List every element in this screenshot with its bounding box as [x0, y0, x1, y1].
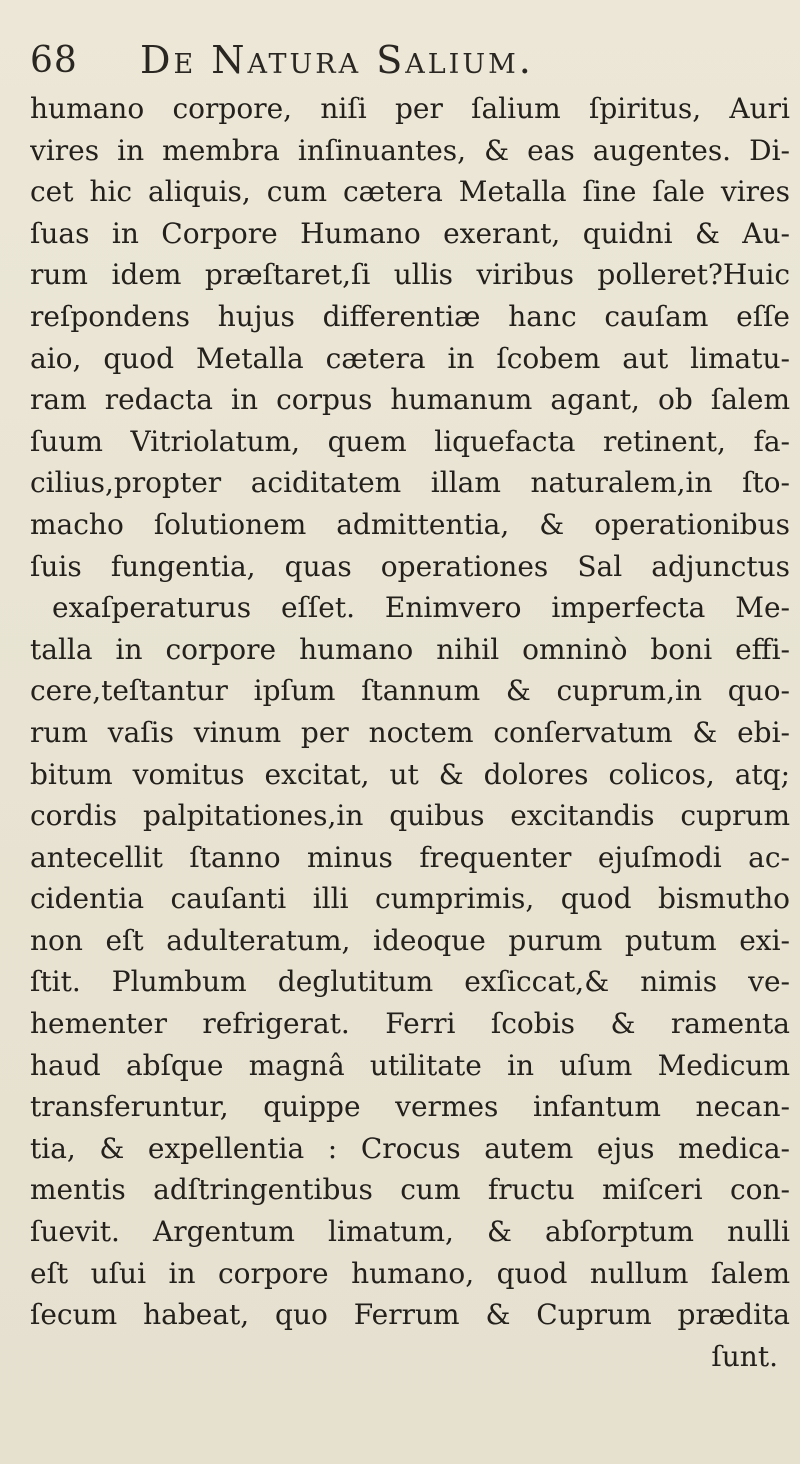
page-header [30, 38, 790, 84]
text-line: mentis adſtringentibus cum fructu miſceri con- [30, 1173, 790, 1207]
text-line: rum vaſis vinum per noctem conſervatum & ebi- [30, 715, 790, 749]
text-line: cidentia cauſanti illi cumprimis, quod bismutho [30, 882, 790, 916]
text-line: ſuas in Corpore Humano exerant, quidni & Au- [30, 216, 790, 250]
text-line: hementer refrigerat. Ferri ſcobis & ramenta [30, 1007, 790, 1041]
text-line: ram redacta in corpus humanum agant, ob ſalem [30, 383, 790, 417]
text-line: transferuntur, quippe vermes infantum necan- [30, 1090, 790, 1124]
text-line: cere,teſtantur ipſum ſtannum & cuprum,in quo- [30, 674, 790, 708]
text-line: rum idem præſtaret,ſi ullis viribus polleret?Huic [30, 258, 790, 292]
text-line: talla in corpore humano nihil omninò boni effi- [30, 632, 790, 666]
text-line: ſuis fungentia, quas operationes Sal adjunctus [30, 549, 790, 583]
text-line: ſuum Vitriolatum, quem liquefacta retinent, fa- [30, 424, 790, 458]
text-line-final: ſunt. [711, 1339, 778, 1373]
text-line: cordis palpitationes,in quibus excitandis cuprum [30, 799, 790, 833]
text-line: macho ſolutionem admittentia, & operationibus [30, 507, 790, 541]
text-line: vires in membra inſinuantes, & eas augentes. Di- [30, 133, 790, 167]
text-line: cet hic aliquis, cum cætera Metalla ſine ſale vires [30, 175, 790, 209]
text-line: cilius,propter aciditatem illam naturalem,in ſto- [30, 466, 790, 500]
text-line: aio, quod Metalla cætera in ſcobem aut limatu- [30, 341, 790, 375]
text-line: non eſt adulteratum, ideoque purum putum exi- [30, 923, 790, 957]
text-line: antecellit ſtanno minus frequenter ejuſmodi ac- [30, 840, 790, 874]
text-line: tia, & expellentia : Crocus autem ejus medica- [30, 1131, 790, 1165]
text-line: ſecum habeat, quo Ferrum & Cuprum prædita [30, 1298, 790, 1332]
text-line: haud abſque magnâ utilitate in uſum Medicum [30, 1048, 790, 1082]
text-line: exaſperaturus eſſet. Enimvero imperfecta Me- [52, 591, 790, 625]
text-line: humano corpore, niſi per ſalium ſpiritus, Auri [30, 92, 790, 125]
text-line: ſuevit. Argentum limatum, & abſorptum nulli [30, 1215, 790, 1249]
body-text [30, 88, 790, 1377]
text-line: reſpondens hujus differentiæ hanc cauſam eſſe [30, 299, 790, 333]
running-head: De Natura Salium. [140, 38, 534, 82]
text-line: eſt uſui in corpore humano, quod nullum ſalem [30, 1256, 790, 1290]
text-line: bitum vomitus excitat, ut & dolores colicos, atq; [30, 757, 790, 791]
text-line: ſtit. Plumbum deglutitum exſiccat,& nimis ve- [30, 965, 790, 999]
page-number: 68 [30, 40, 78, 81]
